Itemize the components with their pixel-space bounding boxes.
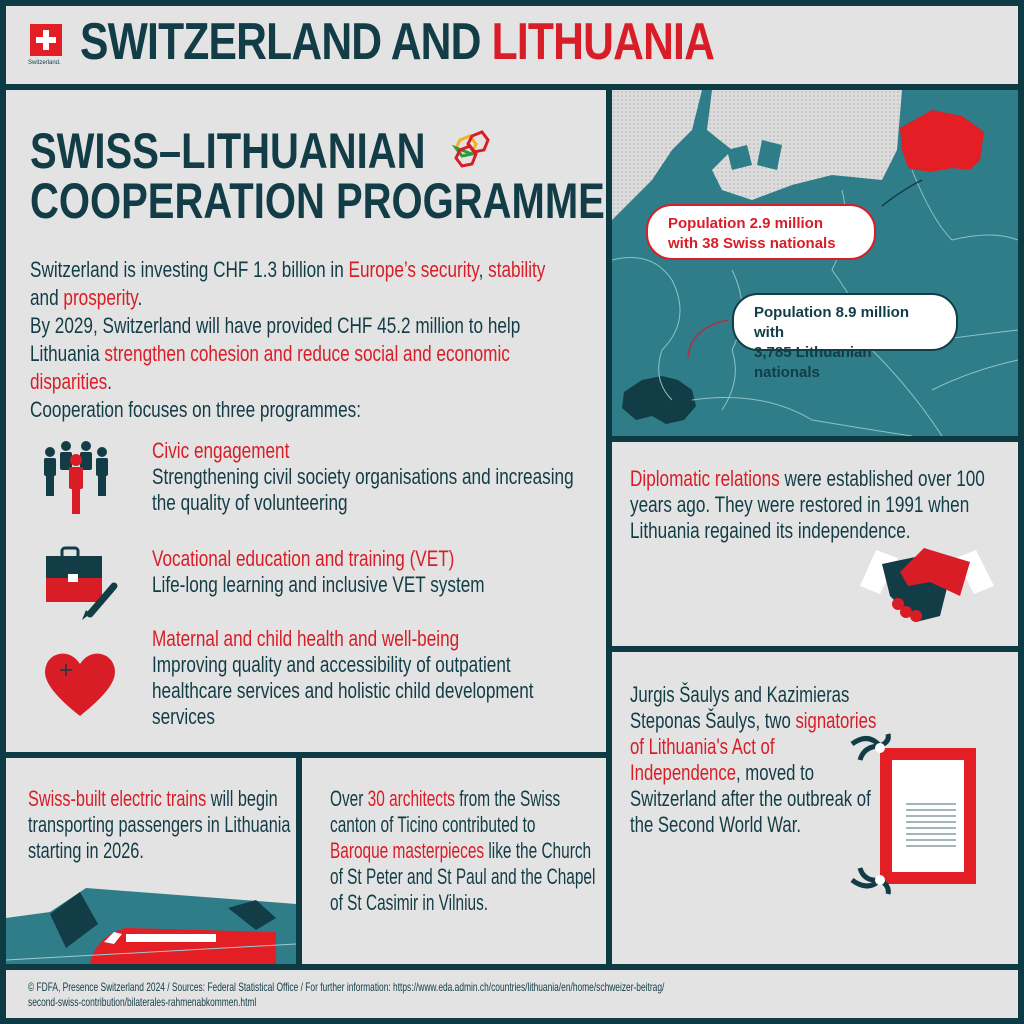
footer [6, 970, 1018, 1018]
signatories-text: Jurgis Šaulys and Kazimieras Steponas Šaulys, two signatories of Lithuania's Act of Independence, moved to Switzerland after the outbreak of the Second World War. [630, 682, 877, 837]
header [6, 6, 1018, 84]
footer-credits [28, 980, 938, 1010]
programme-title: Civic engagement [152, 438, 290, 463]
document-scroll-icon [850, 732, 980, 902]
architects-text: Over 30 architects from the Swiss canton of Ticino contributed to Baroque masterpieces like the Church of St Peter and St Paul and the Chapel of St Casimir in Vilnius. [330, 786, 596, 915]
architects-panel [302, 758, 606, 964]
switzerland-population-callout: Population 8.9 million with 3,785 Lithuanian nationals [732, 293, 958, 351]
train-icon [6, 878, 296, 964]
lithuania-shape [900, 110, 984, 172]
trains-panel [6, 758, 296, 964]
programme-health [30, 626, 590, 736]
programme-health-text [152, 626, 589, 730]
footer-line-1: © FDFA, Presence Switzerland 2024 / Sources: Federal Statistical Office / For further information: https://www.eda.admin.ch/countries/lithuania/en/home/schweizer-beitrag/ [28, 980, 665, 994]
switzerland-shape [622, 376, 696, 424]
intro-paragraph-1: Switzerland is investing CHF 1.3 billion in Europe’s security, stability and prosperity. [30, 257, 546, 310]
programme-title: Maternal and child health and well-being [152, 626, 460, 651]
interlinked-hexagons-icon [450, 128, 494, 172]
programme-civic [30, 438, 590, 518]
lithuania-population-callout: Population 2.9 million with 38 Swiss nationals [646, 204, 876, 260]
diplomatic-text: Diplomatic relations were established over 100 years ago. They were restored in 1991 when Lithuania regained its independence. [630, 466, 985, 543]
intro-paragraph-3: Cooperation focuses on three programmes: [30, 397, 361, 422]
intro-panel [6, 90, 606, 752]
briefcase-pen-icon [40, 546, 120, 626]
trains-text: Swiss-built electric trains will begin transporting passengers in Lithuania starting in 2026. [28, 786, 291, 863]
programme-description: Improving quality and accessibility of outpatient healthcare services and holistic child development services [152, 652, 534, 729]
north-sea [612, 90, 702, 220]
map-panel [612, 90, 1018, 436]
program-title-line2: COOPERATION PROGRAMME [30, 173, 605, 229]
intro-text [30, 256, 576, 424]
baltic-sea [707, 90, 902, 200]
programme-vet-text [152, 546, 589, 598]
title-part-lithuania: LITHUANIA [491, 13, 715, 71]
programme-description: Life-long learning and inclusive VET system [152, 572, 485, 597]
people-group-icon [40, 438, 120, 518]
programme-civic-text [152, 438, 589, 516]
intro-paragraph-2: By 2029, Switzerland will have provided CHF 45.2 million to help Lithuania strengthen cohesion and reduce social and economic disparities. [30, 313, 521, 394]
swiss-flag-icon [30, 24, 62, 56]
signatories-panel [612, 652, 1018, 964]
heart-cross-icon [40, 644, 120, 724]
programme-vet [30, 546, 590, 626]
program-title-line1: SWISS–LITHUANIAN [30, 123, 426, 179]
footer-line-2: second-swiss-contribution/bilaterales-rahmenabkommen.html [28, 995, 257, 1009]
programme-description: Strengthening civil society organisations and increasing the quality of volunteering [152, 464, 574, 515]
europe-map [612, 90, 1018, 436]
flag-label: Switzerland. [28, 60, 61, 66]
programme-title: Vocational education and training (VET) [152, 546, 455, 571]
title-part-switzerland: SWITZERLAND AND [80, 13, 492, 71]
handshake-icon [860, 546, 994, 626]
main-title [80, 12, 714, 72]
diplomatic-relations-panel [612, 442, 1018, 646]
program-title [30, 123, 605, 229]
